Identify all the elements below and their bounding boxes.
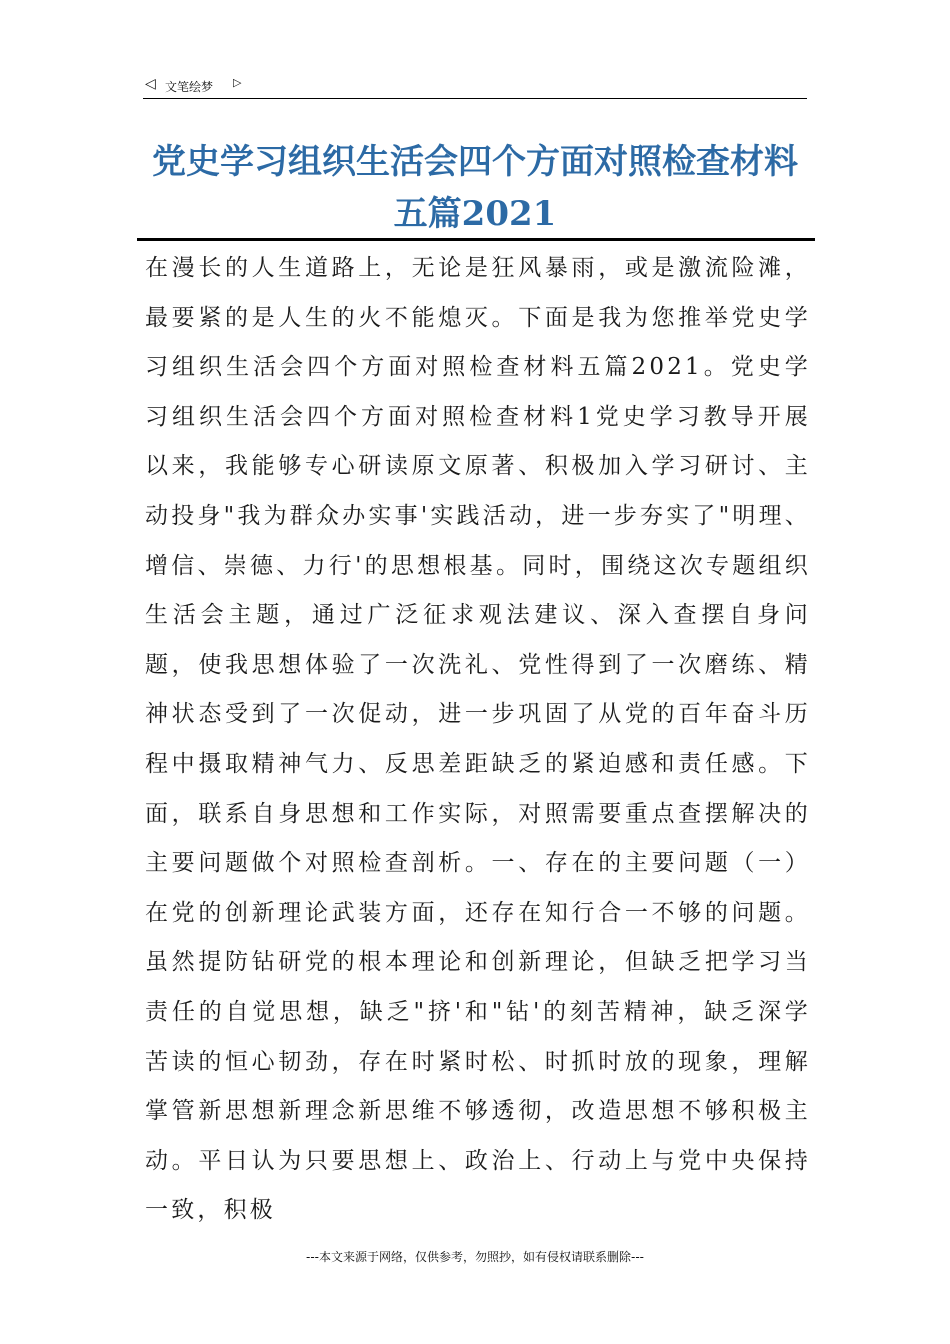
title-divider <box>137 238 815 241</box>
footer-notice: ---本文来源于网络，仅供参考，勿照抄，如有侵权请联系删除--- <box>306 1250 644 1264</box>
brand-name: 文笔绘梦 <box>165 80 214 94</box>
document-body: 在漫长的人生道路上，无论是狂风暴雨，或是激流险滩，最要紧的是人生的火不能熄灭。下面是我为您推举党史学习组织生活会四个方面对照检查材料五篇2021。党史学习组织生活会四个方面对照检查材料1党史学习教导开展以来，我能够专心研读原文原著、积极加入学习研讨、主动投身"我为群众办实事'实践活动，进一步夯实了"明理、增信、崇德、力行'的思想根基。同时，围绕这次专题组织生活会主题，通过广泛征求观法建议、深入查摆自身问题，使我思想体验了一次洗礼、党性得到了一次磨练、精神状态受到了一次促动，进一步巩固了从党的百年奋斗历程中摄取精神气力、反思差距缺乏的紧迫感和责任感。下面，联系自身思想和工作实际，对照需要重点查摆解决的主要问题做个对照检查剖析。一、存在的主要问题（一）在党的创新理论武装方面，还存在知行合一不够的问题。虽然提防钻研党的根本理论和创新理论，但缺乏把学习当责任的自觉思想，缺乏"挤'和"钻'的刻苦精神，缺乏深学苦读的恒心韧劲，存在时紧时松、时抓时放的现象，理解掌管新思想新理念新思维不够透彻，改造思想不够积极主动。平日认为只要思想上、政治上、行动上与党中央保持一致，积极 <box>145 255 811 1224</box>
triangle-right-icon: ▷ <box>233 76 242 89</box>
page-header <box>143 72 807 99</box>
triangle-left-icon: ◁ <box>145 76 156 92</box>
document-title: 党史学习组织生活会四个方面对照检查材料五篇2021 <box>152 142 798 234</box>
